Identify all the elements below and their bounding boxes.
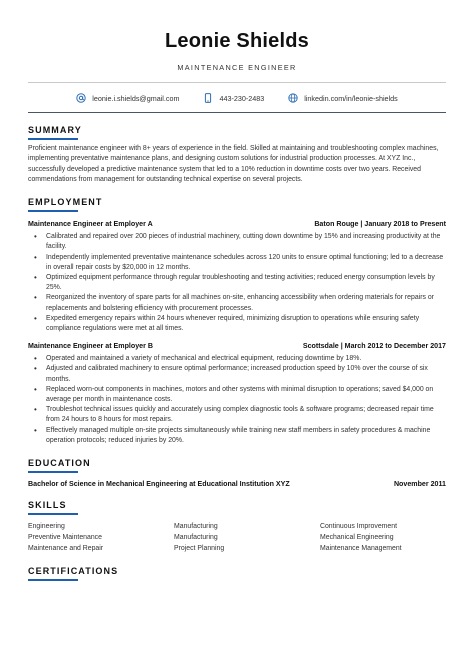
skill-item: Mechanical Engineering	[320, 534, 394, 542]
job-meta: Baton Rouge | January 2018 to Present	[314, 220, 446, 229]
bullet-item: • Operated and maintained a variety of mechanical and electrical equipment, reducing downtime by 18%.	[28, 354, 446, 364]
bullet-item: • Reorganized the inventory of spare parts for all machines on-site, enhancing accessibility when ordering materials for repairs or replacements and bolstering efficiency with procurement processes.	[28, 293, 446, 313]
skill-item: Manufacturing	[174, 523, 218, 531]
skill-item: Continuous Improvement	[320, 523, 397, 531]
summary-text: Proficient maintenance engineer with 8+ years of experience in the field. Skilled at maintaining and troubleshooting complex machines, implementing preventative maintenance plans, and designing custom solutions for industrial production processes. At XYZ Inc., successfully developed a predictive maintenance system that led to a 10% reduction in downtime costs over two years. Received commendations from management for outstanding technical expertise on several projects.	[28, 145, 439, 183]
skill-item: Preventive Maintenance	[28, 534, 102, 542]
education-section	[28, 458, 446, 488]
job-title: Maintenance Engineer at Employer A	[28, 220, 153, 229]
bullet-item: • Calibrated and repaired over 200 pieces of industrial machinery, cutting down downtime by 15% and increasing productivity at the facility.	[28, 232, 446, 252]
contact-info	[28, 93, 446, 103]
bullet-item: • Replaced worn-out components in machines, motors and other systems with minimal disruption to operations; saved $4,000 on average per month in maintenance costs.	[28, 385, 446, 405]
linkedin-text: linkedin.com/in/leonie-shields	[304, 93, 398, 103]
section-heading: SKILLS	[28, 500, 67, 511]
job-title: MAINTENANCE ENGINEER	[177, 63, 297, 72]
bullet-item: • Independently implemented preventative maintenance schedules across 120 units to ensure optimal functioning; led to a decrease in overall repair costs by $20,000 in 12 months.	[28, 253, 446, 273]
job-bullets	[28, 232, 446, 334]
heading-underline	[28, 513, 78, 515]
phone-text: 443-230-2483	[219, 93, 265, 103]
bullet-item: • Expedited emergency repairs within 24 hours whenever required, minimizing disruption to operations while ensuring safety compliance regulations were met at all times.	[28, 314, 446, 334]
email-text: leonie.i.shields@gmail.com	[92, 93, 180, 103]
job-bullets	[28, 354, 446, 446]
summary-section	[28, 125, 446, 185]
skill-item: Engineering	[28, 523, 65, 531]
job-entry	[28, 220, 446, 334]
skills-grid	[28, 521, 446, 554]
contact-linkedin[interactable]	[288, 93, 398, 103]
skill-item: Maintenance Management	[320, 545, 402, 553]
contact-phone[interactable]	[203, 93, 264, 103]
section-heading: CERTIFICATIONS	[28, 566, 119, 577]
job-entry	[28, 342, 446, 446]
job-meta: Scottsdale | March 2012 to December 2017	[302, 342, 446, 351]
certifications-section	[28, 566, 446, 581]
globe-icon	[288, 93, 298, 103]
phone-icon	[203, 93, 213, 103]
candidate-name: Leonie Shields	[165, 30, 309, 52]
degree-text: Bachelor of Science in Mechanical Engineering at Educational Institution XYZ	[28, 480, 290, 489]
skill-item: Maintenance and Repair	[28, 545, 104, 553]
at-icon	[76, 93, 86, 103]
bullet-item: • Troubleshot technical issues quickly and accurately using complex diagnostic tools & software programs; decreased repair time from 24 hours to 8 hours for most repairs.	[28, 405, 446, 425]
section-heading: EDUCATION	[28, 458, 91, 469]
heading-underline	[28, 210, 78, 212]
header-divider	[28, 82, 446, 83]
section-heading: SUMMARY	[28, 125, 82, 135]
section-heading: EMPLOYMENT	[28, 197, 103, 208]
heading-underline	[28, 138, 78, 140]
skill-item: Manufacturing	[174, 534, 218, 542]
contact-email[interactable]	[76, 93, 179, 103]
employment-section	[28, 197, 446, 446]
heading-underline	[28, 579, 78, 581]
heading-underline	[28, 471, 78, 473]
skill-item: Project Planning	[174, 545, 225, 553]
bullet-item: • Optimized equipment performance through regular troubleshooting and testing activities; reduced energy consumption levels by 25%.	[28, 273, 446, 293]
bullet-item: • Effectively managed multiple on-site projects simultaneously while training new staff members in safety procedures & machine operation protocols; reduced injuries by 20%.	[28, 426, 446, 446]
bullet-item: • Adjusted and calibrated machinery to ensure optimal performance; increased production speed by 10% over the course of six months.	[28, 364, 446, 384]
skills-section	[28, 500, 446, 554]
degree-date: November 2011	[393, 480, 446, 489]
job-title: Maintenance Engineer at Employer B	[28, 342, 153, 351]
contact-divider	[28, 112, 446, 113]
